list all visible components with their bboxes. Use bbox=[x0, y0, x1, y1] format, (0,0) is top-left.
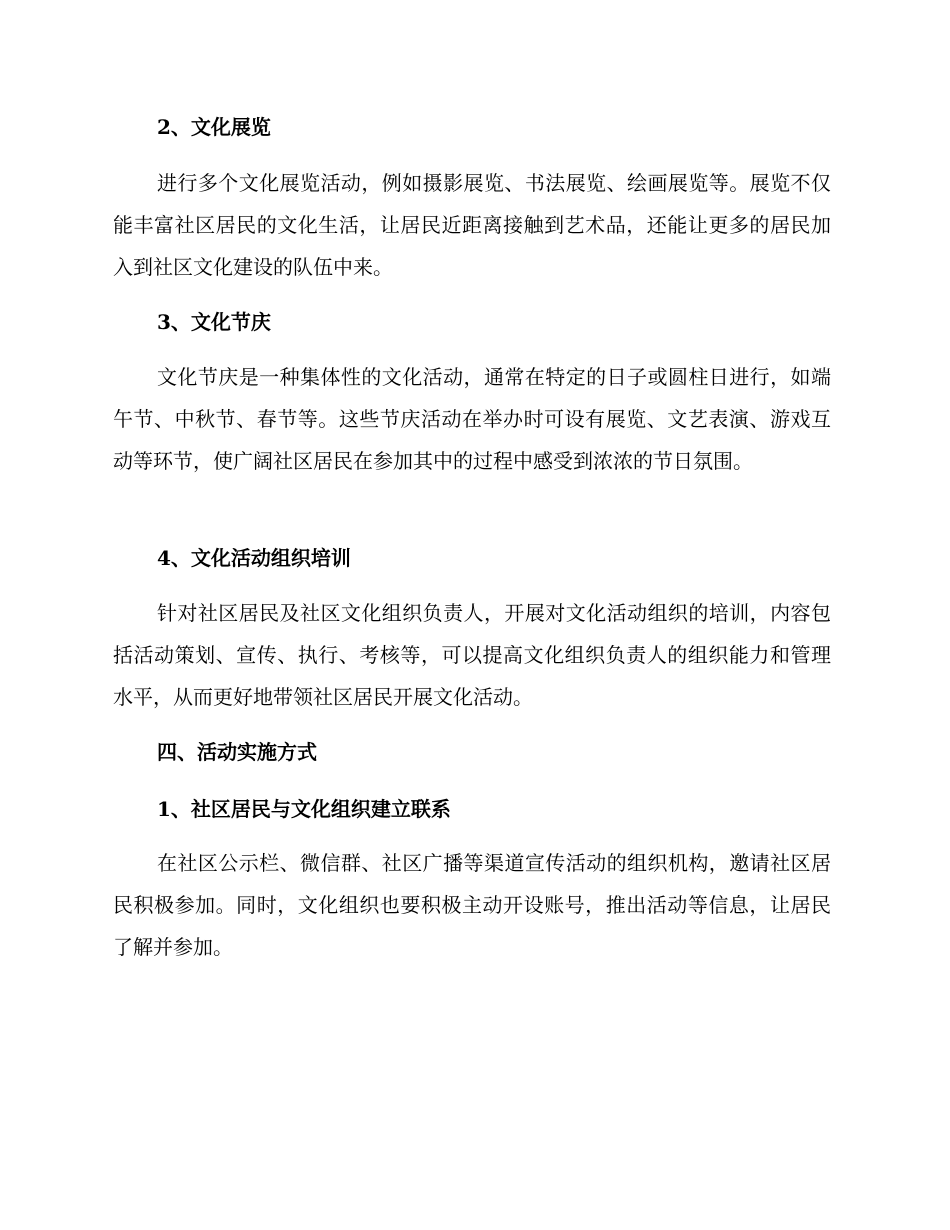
section-heading-cultural-exhibition: 2、文化展览 bbox=[157, 115, 271, 139]
section-paragraph-cultural-exhibition: 进行多个文化展览活动，例如摄影展览、书法展览、绘画展览等。展览不仅能丰富社区居民的文化生活，让居民近距离接触到艺术品，还能让更多的居民加入到社区文化建设的队伍中来。 bbox=[113, 171, 831, 279]
section-heading-cultural-festival: 3、文化节庆 bbox=[157, 310, 271, 334]
section-paragraph-build-connection: 在社区公示栏、微信群、社区广播等渠道宣传活动的组织机构，邀请社区居民积极参加。同时，文化组织也要积极主动开设账号，推出活动等信息，让居民了解并参加。 bbox=[113, 851, 831, 959]
section-paragraph-activity-training: 针对社区居民及社区文化组织负责人，开展对文化活动组织的培训，内容包括活动策划、宣传、执行、考核等，可以提高文化组织负责人的组织能力和管理水平，从而更好地带领社区居民开展文化活动。 bbox=[113, 601, 831, 709]
section-heading-build-connection: 1、社区居民与文化组织建立联系 bbox=[157, 797, 451, 821]
section-heading-implementation: 四、活动实施方式 bbox=[157, 740, 317, 764]
section-heading-activity-training: 4、文化活动组织培训 bbox=[157, 546, 351, 570]
section-paragraph-cultural-festival: 文化节庆是一种集体性的文化活动，通常在特定的日子或圆柱日进行，如端午节、中秋节、春节等。这些节庆活动在举办时可设有展览、文艺表演、游戏互动等环节，使广阔社区居民在参加其中的过程中感受到浓浓的节日氛围。 bbox=[113, 365, 831, 473]
